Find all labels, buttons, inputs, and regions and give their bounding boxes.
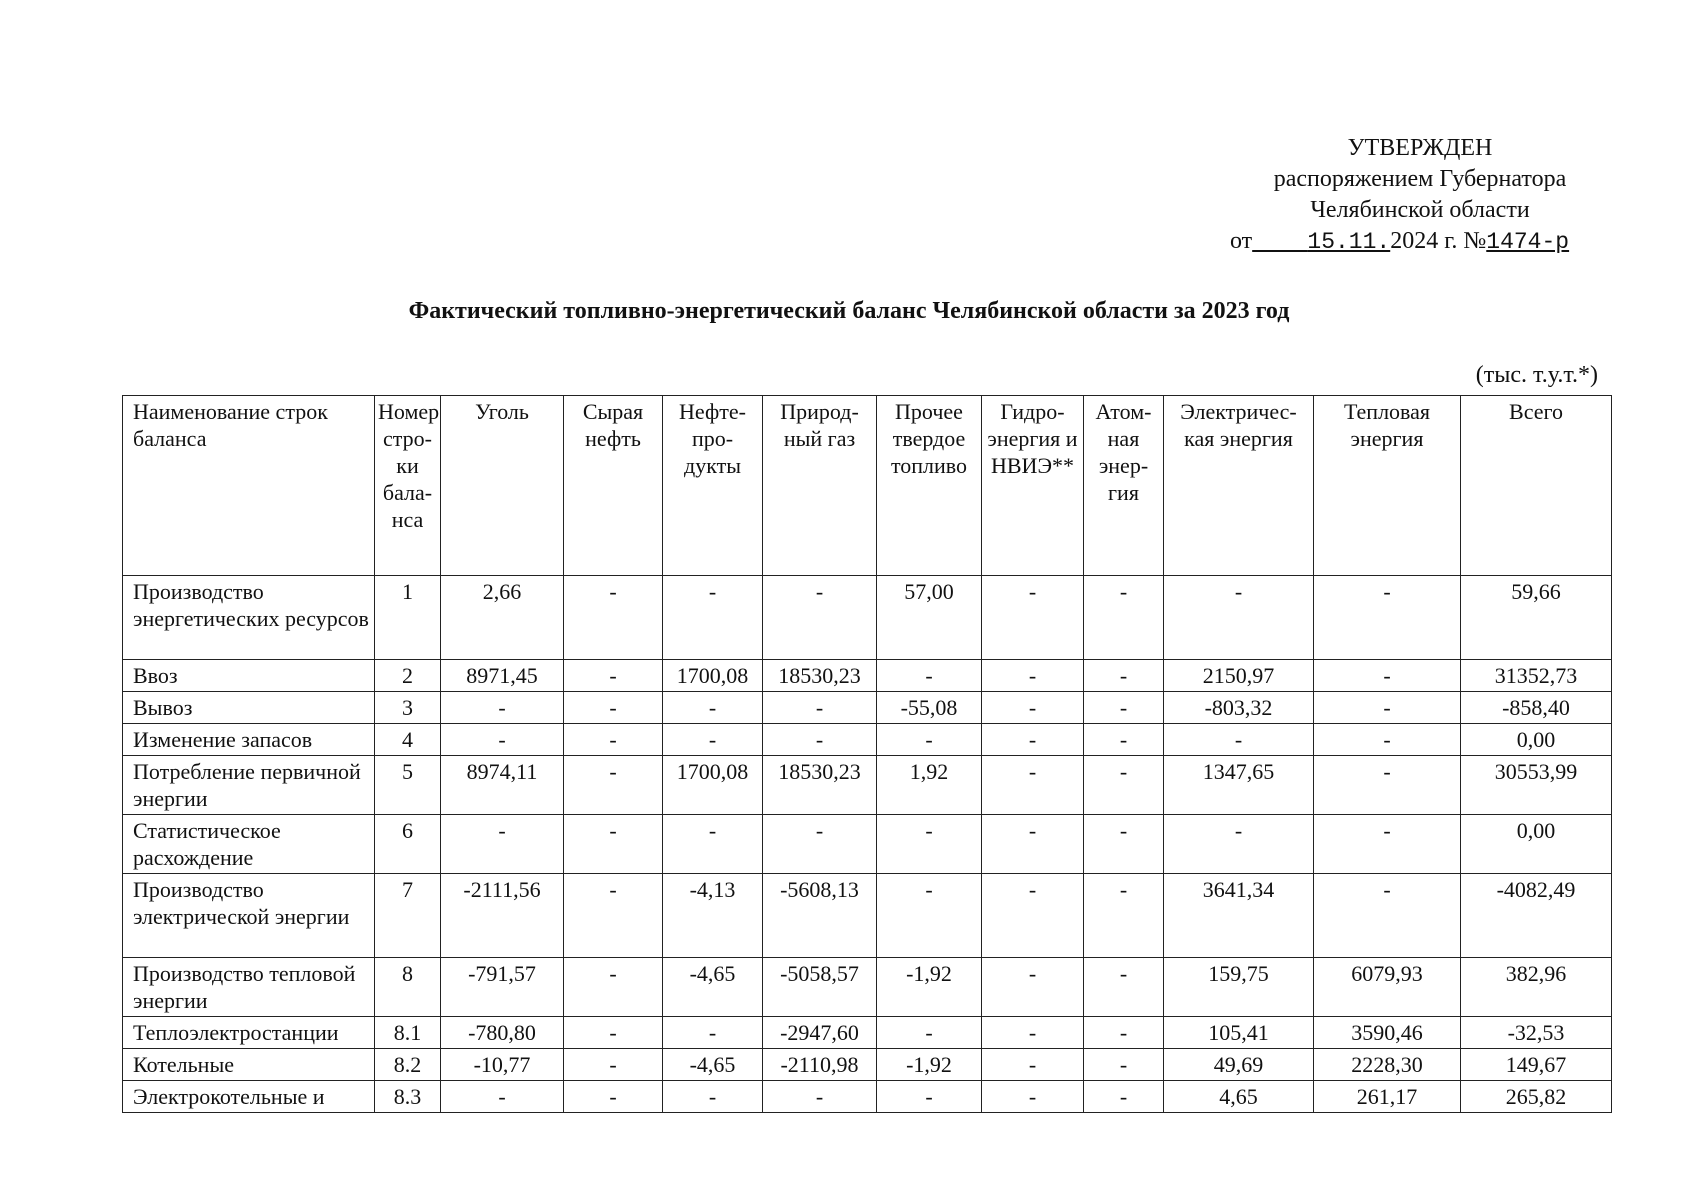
table-row <box>123 1017 1612 1049</box>
value-cell: - <box>1164 815 1314 874</box>
col-header-oil-products: Нефте-про-дукты <box>663 396 763 576</box>
row-number-cell: 6 <box>375 815 441 874</box>
value-cell: -10,77 <box>441 1049 564 1081</box>
col-header-coal: Уголь <box>441 396 564 576</box>
value-cell: 149,67 <box>1461 1049 1612 1081</box>
table-row <box>123 1081 1612 1113</box>
table-row <box>123 576 1612 660</box>
value-cell: - <box>877 874 982 958</box>
value-cell: - <box>877 1081 982 1113</box>
value-cell: - <box>1084 1017 1164 1049</box>
value-cell: 30553,99 <box>1461 756 1612 815</box>
value-cell: -4,65 <box>663 1049 763 1081</box>
value-cell: 49,69 <box>1164 1049 1314 1081</box>
row-name-cell: Котельные <box>123 1049 375 1081</box>
value-cell: - <box>763 815 877 874</box>
value-cell: - <box>1084 576 1164 660</box>
value-cell: -5058,57 <box>763 958 877 1017</box>
row-number-cell: 8 <box>375 958 441 1017</box>
value-cell: 18530,23 <box>763 660 877 692</box>
value-cell: 6079,93 <box>1314 958 1461 1017</box>
value-cell: - <box>763 576 877 660</box>
approval-line-order: распоряжением Губернатора <box>1273 166 1567 192</box>
value-cell: - <box>564 815 663 874</box>
date-prefix: от <box>1230 228 1253 254</box>
value-cell: - <box>441 1081 564 1113</box>
row-number-cell: 8.2 <box>375 1049 441 1081</box>
row-number-cell: 5 <box>375 756 441 815</box>
value-cell: 8971,45 <box>441 660 564 692</box>
value-cell: - <box>663 1017 763 1049</box>
col-header-line-number: Номер стро-ки бала-нса <box>375 396 441 576</box>
value-cell: - <box>1314 815 1461 874</box>
value-cell: -803,32 <box>1164 692 1314 724</box>
value-cell: -780,80 <box>441 1017 564 1049</box>
col-header-name: Наименование строк баланса <box>123 396 375 576</box>
row-name-cell: Ввоз <box>123 660 375 692</box>
table-row <box>123 1049 1612 1081</box>
value-cell: - <box>1084 692 1164 724</box>
row-name-cell: Производство энергетических ресурсов <box>123 576 375 660</box>
col-header-crude-oil: Сырая нефть <box>564 396 663 576</box>
date-year: 2024 г. № <box>1390 228 1487 254</box>
value-cell: 159,75 <box>1164 958 1314 1017</box>
value-cell: - <box>1164 576 1314 660</box>
value-cell: 1700,08 <box>663 660 763 692</box>
value-cell: -32,53 <box>1461 1017 1612 1049</box>
value-cell: - <box>663 692 763 724</box>
value-cell: - <box>1164 724 1314 756</box>
value-cell: - <box>982 756 1084 815</box>
row-name-cell: Электрокотельные и <box>123 1081 375 1113</box>
value-cell: - <box>982 576 1084 660</box>
value-cell: 0,00 <box>1461 724 1612 756</box>
value-cell: - <box>982 958 1084 1017</box>
value-cell: -791,57 <box>441 958 564 1017</box>
row-number-cell: 8.3 <box>375 1081 441 1113</box>
row-name-cell: Потребление первичной энергии <box>123 756 375 815</box>
value-cell: - <box>441 692 564 724</box>
value-cell: - <box>564 576 663 660</box>
table-row <box>123 724 1612 756</box>
value-cell: -1,92 <box>877 1049 982 1081</box>
value-cell: -2111,56 <box>441 874 564 958</box>
approval-stamp <box>1200 133 1640 258</box>
value-cell: - <box>564 692 663 724</box>
col-header-hydro-renewables: Гидро-энергия и НВИЭ** <box>982 396 1084 576</box>
value-cell: - <box>1314 660 1461 692</box>
value-cell: -1,92 <box>877 958 982 1017</box>
value-cell: - <box>564 958 663 1017</box>
value-cell: 261,17 <box>1314 1081 1461 1113</box>
balance-table-body <box>123 576 1612 1113</box>
value-cell: -2110,98 <box>763 1049 877 1081</box>
balance-table <box>122 395 1612 1113</box>
date-value <box>1252 229 1390 255</box>
col-header-total: Всего <box>1461 396 1612 576</box>
value-cell: - <box>1314 724 1461 756</box>
value-cell: - <box>1084 756 1164 815</box>
value-cell: - <box>982 1049 1084 1081</box>
value-cell: - <box>564 756 663 815</box>
value-cell: 2150,97 <box>1164 660 1314 692</box>
value-cell: 59,66 <box>1461 576 1612 660</box>
value-cell: -2947,60 <box>763 1017 877 1049</box>
value-cell: - <box>763 1081 877 1113</box>
col-header-heat: Тепловая энергия <box>1314 396 1461 576</box>
value-cell: 2,66 <box>441 576 564 660</box>
value-cell: 31352,73 <box>1461 660 1612 692</box>
row-number-cell: 3 <box>375 692 441 724</box>
value-cell: -4,13 <box>663 874 763 958</box>
value-cell: 3590,46 <box>1314 1017 1461 1049</box>
document-title: Фактический топливно-энергетический баланс Челябинской области за 2023 год <box>408 298 1290 324</box>
value-cell: - <box>441 724 564 756</box>
row-name-cell: Производство тепловой энергии <box>123 958 375 1017</box>
value-cell: -858,40 <box>1461 692 1612 724</box>
value-cell: - <box>982 815 1084 874</box>
value-cell: - <box>663 576 763 660</box>
row-number-cell: 7 <box>375 874 441 958</box>
value-cell: - <box>564 724 663 756</box>
value-cell: - <box>877 724 982 756</box>
value-cell: - <box>663 1081 763 1113</box>
table-row <box>123 660 1612 692</box>
row-number-cell: 8.1 <box>375 1017 441 1049</box>
value-cell: - <box>1084 1081 1164 1113</box>
value-cell: - <box>982 1017 1084 1049</box>
value-cell: 382,96 <box>1461 958 1612 1017</box>
value-cell: - <box>877 660 982 692</box>
row-name-cell: Производство электрической энергии <box>123 874 375 958</box>
table-row <box>123 756 1612 815</box>
value-cell: - <box>1314 874 1461 958</box>
value-cell: - <box>982 660 1084 692</box>
units-label: (тыс. т.у.т.*) <box>1475 362 1598 388</box>
col-header-nuclear: Атом-ная энер-гия <box>1084 396 1164 576</box>
row-name-cell: Вывоз <box>123 692 375 724</box>
approval-heading: УТВЕРЖДЕН <box>1347 135 1493 161</box>
row-name-cell: Изменение запасов <box>123 724 375 756</box>
value-cell: - <box>763 724 877 756</box>
table-row <box>123 958 1612 1017</box>
row-number-cell: 4 <box>375 724 441 756</box>
value-cell: - <box>564 660 663 692</box>
value-cell: 105,41 <box>1164 1017 1314 1049</box>
value-cell: - <box>663 815 763 874</box>
col-header-other-solid-fuel: Прочее твердое топливо <box>877 396 982 576</box>
value-cell: - <box>982 692 1084 724</box>
value-cell: - <box>663 724 763 756</box>
col-header-electricity: Электричес-кая энергия <box>1164 396 1314 576</box>
value-cell: - <box>564 1017 663 1049</box>
row-name-cell: Статистическое расхождение <box>123 815 375 874</box>
value-cell: - <box>1314 576 1461 660</box>
date-value-text: 15.11. <box>1307 229 1391 255</box>
value-cell: 1,92 <box>877 756 982 815</box>
table-row <box>123 815 1612 874</box>
value-cell: - <box>564 1081 663 1113</box>
value-cell: -4,65 <box>663 958 763 1017</box>
row-number-cell: 1 <box>375 576 441 660</box>
value-cell: -5608,13 <box>763 874 877 958</box>
value-cell: 8974,11 <box>441 756 564 815</box>
order-number: 1474-р <box>1486 229 1570 255</box>
value-cell: -55,08 <box>877 692 982 724</box>
value-cell: - <box>564 1049 663 1081</box>
value-cell: - <box>441 815 564 874</box>
row-number-cell: 2 <box>375 660 441 692</box>
value-cell: - <box>564 874 663 958</box>
value-cell: - <box>1314 692 1461 724</box>
value-cell: 0,00 <box>1461 815 1612 874</box>
value-cell: - <box>982 1081 1084 1113</box>
value-cell: - <box>982 724 1084 756</box>
value-cell: 2228,30 <box>1314 1049 1461 1081</box>
value-cell: 1700,08 <box>663 756 763 815</box>
row-name-cell: Теплоэлектростанции <box>123 1017 375 1049</box>
value-cell: - <box>1084 958 1164 1017</box>
approval-date-line <box>1200 226 1640 258</box>
value-cell: - <box>1084 1049 1164 1081</box>
value-cell: 1347,65 <box>1164 756 1314 815</box>
value-cell: 3641,34 <box>1164 874 1314 958</box>
table-header-row <box>123 396 1612 576</box>
value-cell: - <box>1084 874 1164 958</box>
value-cell: -4082,49 <box>1461 874 1612 958</box>
value-cell: - <box>1314 756 1461 815</box>
value-cell: - <box>1084 724 1164 756</box>
table-row <box>123 692 1612 724</box>
value-cell: 265,82 <box>1461 1081 1612 1113</box>
value-cell: - <box>877 815 982 874</box>
value-cell: 57,00 <box>877 576 982 660</box>
value-cell: 4,65 <box>1164 1081 1314 1113</box>
value-cell: - <box>763 692 877 724</box>
value-cell: - <box>1084 660 1164 692</box>
approval-line-region: Челябинской области <box>1310 197 1530 223</box>
value-cell: - <box>982 874 1084 958</box>
value-cell: - <box>877 1017 982 1049</box>
col-header-natural-gas: Природ-ный газ <box>763 396 877 576</box>
value-cell: - <box>1084 815 1164 874</box>
table-row <box>123 874 1612 958</box>
value-cell: 18530,23 <box>763 756 877 815</box>
